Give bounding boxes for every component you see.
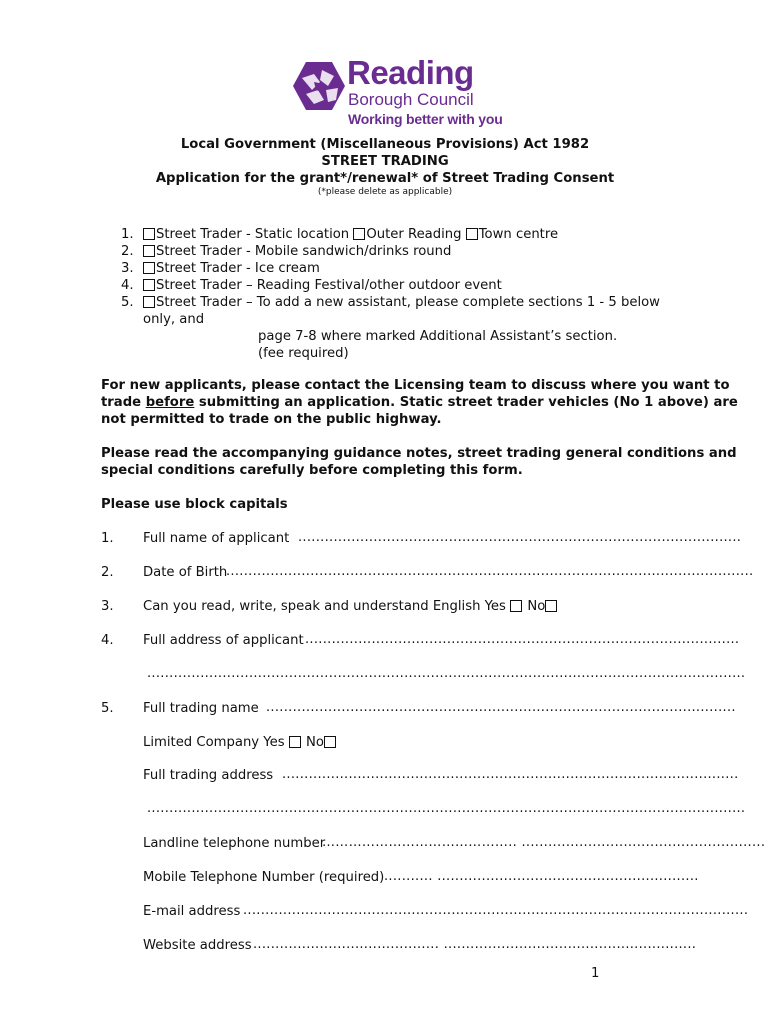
limited-company-row: Limited Company Yes No xyxy=(143,734,337,751)
option-4-checkbox[interactable] xyxy=(143,279,155,291)
option-1-checkbox[interactable] xyxy=(143,228,155,240)
page-number: 1 xyxy=(591,966,600,981)
email-field[interactable]: .................................................................................................................. xyxy=(243,903,749,918)
logo-emblem-icon xyxy=(292,60,346,112)
option-5-cont3: (fee required) xyxy=(258,346,349,361)
email-label: E-mail address xyxy=(143,904,241,919)
notice-line-2: trade before submitting an application. Static street trader vehicles (No 1 above) are xyxy=(101,395,738,410)
option-2-checkbox[interactable] xyxy=(143,245,155,257)
council-logo xyxy=(292,54,503,128)
website-label: Website address xyxy=(143,938,252,953)
trading-address-field-1[interactable]: ....................................................................................................... xyxy=(282,767,739,782)
mobile-field[interactable]: ........... ........................................................... xyxy=(384,869,699,884)
outer-reading-checkbox[interactable] xyxy=(353,228,365,240)
option-3-checkbox[interactable] xyxy=(143,262,155,274)
option-4: 4. Street Trader – Reading Festival/other outdoor event xyxy=(121,278,502,293)
notice-line-1: For new applicants, please contact the Licensing team to discuss where you want to xyxy=(101,378,730,393)
option-1: 1. Street Trader - Static location Outer Reading Town centre xyxy=(121,227,559,242)
option-5-checkbox[interactable] xyxy=(143,296,155,308)
english-no-checkbox[interactable] xyxy=(545,600,557,612)
q1-label: Full name of applicant xyxy=(143,531,290,546)
full-name-field[interactable]: .................................................................................................... xyxy=(298,530,742,545)
landline-field[interactable]: …………………………………….. ....................................................... xyxy=(322,835,766,850)
q5-number: 5. xyxy=(101,701,114,716)
q3-row: Can you read, write, speak and understand English Yes No xyxy=(143,598,558,615)
notice-line-3: not permitted to trade on the public highway. xyxy=(101,412,442,427)
guidance-line-1: Please read the accompanying guidance notes, street trading general conditions and xyxy=(101,446,737,461)
date-of-birth-field[interactable]: ....................................................................................................................... xyxy=(226,564,754,579)
option-3: 3. Street Trader - Ice cream xyxy=(121,261,320,276)
website-field[interactable]: ............................…........... ......................................................... xyxy=(253,937,697,952)
q1-number: 1. xyxy=(101,531,114,546)
option-2: 2. Street Trader - Mobile sandwich/drinks round xyxy=(121,244,452,259)
q2-label: Date of Birth xyxy=(143,565,228,580)
logo-tagline: Working better with you xyxy=(348,111,503,127)
english-yes-checkbox[interactable] xyxy=(510,600,522,612)
limited-yes-checkbox[interactable] xyxy=(289,736,301,748)
q5-label: Full trading name xyxy=(143,701,259,716)
page-title: STREET TRADING xyxy=(321,154,449,169)
q4-label: Full address of applicant xyxy=(143,633,304,648)
q4-number: 4. xyxy=(101,633,114,648)
mobile-label: Mobile Telephone Number (required) xyxy=(143,870,385,885)
limited-no-checkbox[interactable] xyxy=(324,736,336,748)
address-field-1[interactable]: .................................................................................................. xyxy=(305,632,740,647)
logo-subtitle: Borough Council xyxy=(348,90,474,109)
delete-note: (*please delete as applicable) xyxy=(317,187,453,197)
q3-label: Can you read, write, speak and understand English Yes xyxy=(143,599,506,614)
town-centre-checkbox[interactable] xyxy=(466,228,478,240)
page-subtitle: Application for the grant*/renewal* of Street Trading Consent xyxy=(155,171,615,186)
address-field-2[interactable]: ....................................................................................................................................... xyxy=(147,666,746,681)
block-capitals-note: Please use block capitals xyxy=(101,497,288,512)
q2-number: 2. xyxy=(101,565,114,580)
option-5-cont2: page 7-8 where marked Additional Assistant’s section. xyxy=(258,329,618,344)
option-5: 5. Street Trader – To add a new assistant, please complete sections 1 - 5 below xyxy=(121,295,660,310)
trading-address-label: Full trading address xyxy=(143,768,274,783)
act-title: Local Government (Miscellaneous Provisions) Act 1982 xyxy=(180,137,590,152)
trading-address-field-2[interactable]: ....................................................................................................................................... xyxy=(147,801,746,816)
guidance-line-2: special conditions carefully before completing this form. xyxy=(101,463,523,478)
q3-number: 3. xyxy=(101,599,114,614)
trading-name-field[interactable]: .......................................................................................................... xyxy=(266,700,736,715)
option-5-cont1: only, and xyxy=(143,312,205,327)
logo-name: Reading xyxy=(347,54,474,91)
landline-label: Landline telephone number xyxy=(143,836,326,851)
